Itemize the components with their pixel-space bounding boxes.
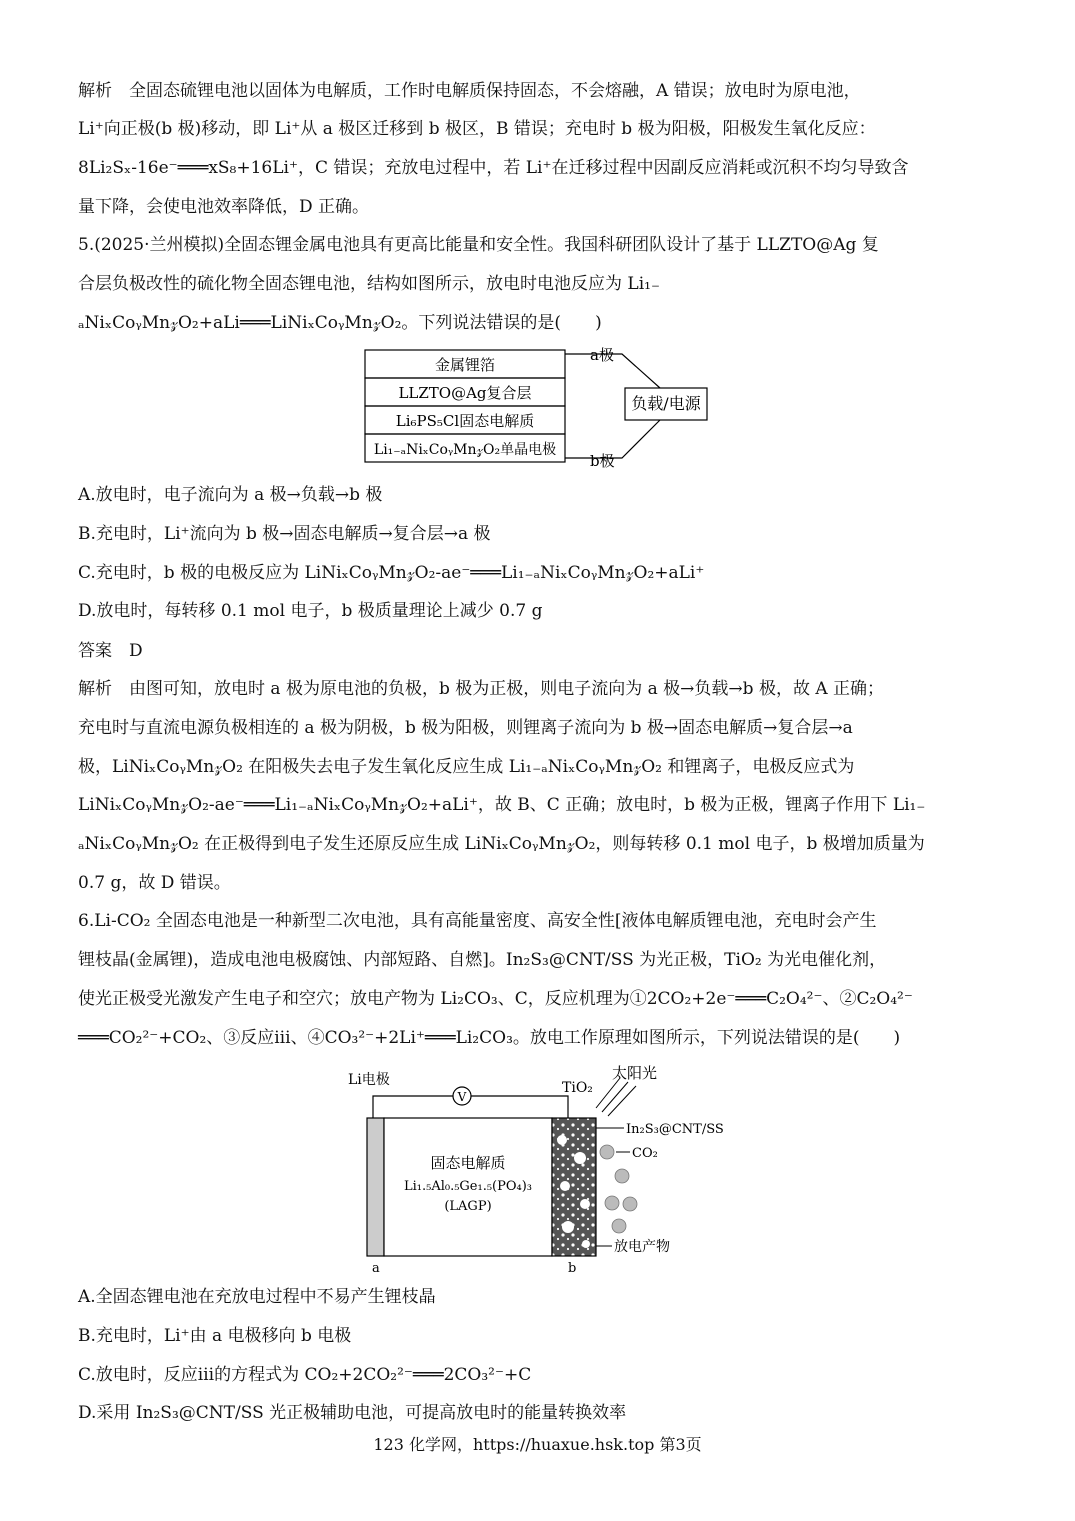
li-co2-cell-diagram (340, 1062, 740, 1282)
option-6c: C.放电时，反应ⅲ的方程式为 CO₂+2CO₂²⁻═══2CO₃²⁻+C (78, 1365, 532, 1385)
page-footer: 123 化学网，https://huaxue.hsk.top 第3页 (373, 1435, 702, 1454)
text-line-3: 8Li₂Sₓ-16e⁻═══xS₈+16Li⁺，C 错误；充放电过程中，若 Li⁺在迁移过程中因副反应消耗或沉积不均匀导致含 (78, 158, 909, 178)
text-line-17: ₐNiₓCoᵧMn𝓏O₂ 在正极得到电子发生还原反应生成 LiNiₓCoᵧMn𝓏O₂，则每转移 0.1 mol 电子，b 极增加质量为 (78, 834, 925, 854)
layer-composite: LLZTO@Ag复合层 (398, 384, 532, 402)
text-line-16: LiNiₓCoᵧMn𝓏O₂-ae⁻═══Li₁₋ₐNiₓCoᵧMn𝓏O₂+aLi⁺，故 B、C 正确；放电时，b 极为正极，锂离子作用下 Li₁₋ (78, 795, 926, 815)
li-electrode-label: Li电极 (348, 1072, 390, 1088)
option-6b: B.充电时，Li⁺由 a 电极移向 b 电极 (78, 1326, 352, 1346)
text-line-1: 解析 全固态硫锂电池以固体为电解质，工作时电解质保持固态，不会熔融，A 错误；放电时为原电池， (78, 81, 861, 101)
layer-lithium-foil: 金属锂箔 (434, 356, 496, 374)
option-5d: D.放电时，每转移 0.1 mol 电子，b 极质量理论上减少 0.7 g (78, 601, 543, 621)
sunlight-label: 太阳光 (612, 1064, 658, 1082)
text-line-4: 量下降，会使电池效率降低，D 正确。 (78, 197, 370, 217)
option-6d: D.采用 In₂S₃@CNT/SS 光正极辅助电池，可提高放电时的能量转换效率 (78, 1403, 627, 1423)
voltmeter-label: V (457, 1090, 467, 1104)
text-line-14: 充电时与直流电源负极相连的 a 极为阴极，b 极为阳极，则锂离子流向为 b 极→固态电解质→复合层→a (78, 718, 853, 738)
layer-cathode: Li₁₋ₐNiₓCoᵧMn𝓏O₂单晶电极 (373, 442, 557, 458)
text-line-2: Li⁺向正极(b 极)移动，即 Li⁺从 a 极区迁移到 b 极区，B 错误；充电时 b 极为阳极，阳极发生氧化反应： (78, 119, 876, 139)
battery-layer-diagram (360, 344, 720, 474)
text-line-7: ₐNiₓCoᵧMn𝓏O₂+aLi═══LiNiₓCoᵧMn𝓏O₂。下列说法错误的是( ) (78, 313, 602, 333)
option-6a: A.全固态锂电池在充放电过程中不易产生锂枝晶 (78, 1287, 436, 1307)
question-6-stem: 6.Li-CO₂ 全固态电池是一种新型二次电池，具有高能量密度、高安全性[液体电解质锂电池，充电时会产生 (78, 911, 877, 931)
text-line-6: 合层负极改性的硫化物全固态锂电池，结构如图所示，放电时电池反应为 Li₁₋ (78, 274, 660, 294)
text-line-20: 锂枝晶(金属锂)，造成电池电极腐蚀、内部短路、自燃]。In₂S₃@CNT/SS 为光正极，TiO₂ 为光电催化剂， (78, 950, 887, 970)
text-line-13: 解析 由图可知，放电时 a 极为原电池的负极，b 极为正极，则电子流向为 a 极→负载→b 极，故 A 正确； (78, 679, 885, 699)
layer-electrolyte: Li₆PS₅Cl固态电解质 (395, 412, 535, 430)
text-line-18: 0.7 g，故 D 错误。 (78, 873, 231, 893)
option-5a: A.放电时，电子流向为 a 极→负载→b 极 (78, 485, 383, 505)
electrolyte-abbr: (LAGP) (444, 1199, 492, 1214)
text-line-22: ═══CO₂²⁻+CO₂、③反应ⅲ、④CO₃²⁻+2Li⁺═══Li₂CO₃。放电工作原理如图所示，下列说法错误的是( ) (78, 1028, 901, 1048)
answer-5: 答案 D (78, 641, 143, 661)
electrolyte-title: 固态电解质 (430, 1154, 506, 1172)
co2-label: CO₂ (632, 1146, 658, 1161)
tio2-label: TiO₂ (562, 1080, 593, 1096)
b-pole-label: b极 (590, 452, 615, 470)
electrode-a-label: a (372, 1261, 380, 1276)
text-line-15: 极，LiNiₓCoᵧMn𝓏O₂ 在阳极失去电子发生氧化反应生成 Li₁₋ₐNiₓCoᵧMn𝓏O₂ 和锂离子，电极反应式为 (78, 757, 855, 777)
electrode-b-label: b (568, 1261, 577, 1276)
discharge-product-label: 放电产物 (614, 1239, 670, 1255)
question-5-stem: 5.(2025·兰州模拟)全固态锂金属电池具有更高比能量和安全性。我国科研团队设计了基于 LLZTO@Ag 复 (78, 235, 879, 255)
text-line-21: 使光正极受光激发产生电子和空穴；放电产物为 Li₂CO₃、C，反应机理为①2CO₂+2e⁻═══C₂O₄²⁻、②C₂O₄²⁻ (78, 989, 913, 1009)
load-label: 负载/电源 (631, 394, 701, 413)
in2s3-label: In₂S₃@CNT/SS (626, 1122, 724, 1137)
electrolyte-formula: Li₁.₅Al₀.₅Ge₁.₅(PO₄)₃ (403, 1179, 533, 1194)
option-5b: B.充电时，Li⁺流向为 b 极→固态电解质→复合层→a 极 (78, 524, 491, 544)
option-5c: C.充电时，b 极的电极反应为 LiNiₓCoᵧMn𝓏O₂-ae⁻═══Li₁₋ₐNiₓCoᵧMn𝓏O₂+aLi⁺ (78, 563, 705, 583)
a-pole-label: a极 (590, 346, 614, 364)
